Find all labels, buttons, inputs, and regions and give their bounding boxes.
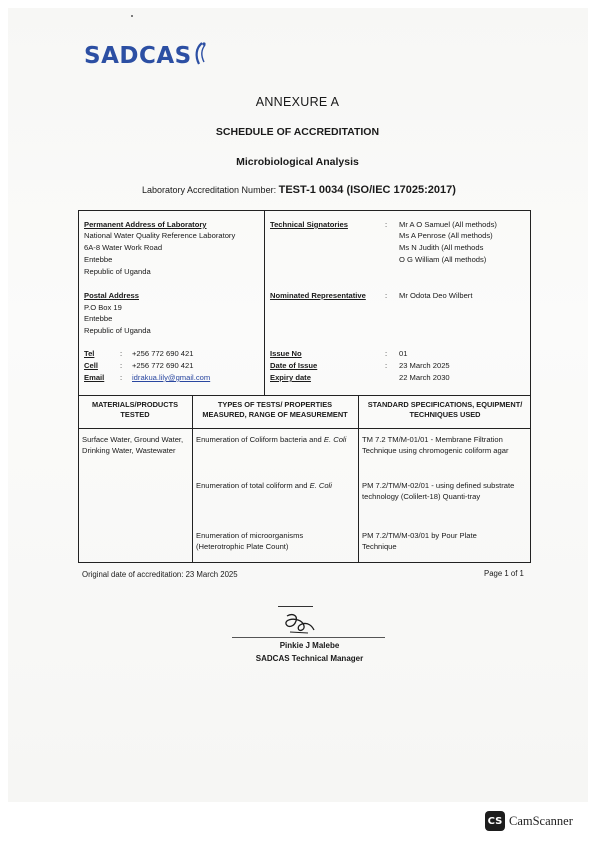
email-link[interactable]: idrakua.lily@gmail.com bbox=[132, 373, 211, 382]
signatories-sep: : bbox=[385, 220, 388, 229]
handwritten-signature bbox=[284, 612, 316, 636]
signatory-name: O G William (All methods) bbox=[399, 255, 487, 264]
test-text: Enumeration of microorganisms (Heterotrophic Plate Count) bbox=[196, 531, 304, 551]
expiry-date-value: 22 March 2030 bbox=[399, 373, 450, 382]
page-number: Page 1 of 1 bbox=[484, 569, 524, 578]
expiry-date-label: Expiry date bbox=[270, 373, 311, 382]
signatory-name: Ms N Judith (All methods bbox=[399, 243, 484, 252]
scan-speck bbox=[131, 15, 133, 17]
method-row-1: TM 7.2 TM/M-01/01 - Membrane Filtration Technique using chromogenic coliform agar bbox=[362, 435, 509, 455]
test-text: Enumeration of Coliform bacteria and bbox=[196, 435, 322, 444]
cell-value: +256 772 690 421 bbox=[132, 361, 194, 370]
signature-stroke bbox=[278, 606, 313, 607]
accreditation-label: Laboratory Accreditation Number: bbox=[142, 185, 277, 195]
divider-horizontal-top bbox=[78, 395, 531, 396]
method-row-2: PM 7.2/TM/M-02/01 - using defined substrate technology (Colilert-18) Quanti-tray bbox=[362, 481, 515, 501]
postal-line: P.O Box 19 bbox=[84, 303, 122, 312]
postal-line: Entebbe bbox=[84, 314, 113, 323]
issue-no-label: Issue No bbox=[270, 349, 302, 358]
divider-horizontal-header bbox=[78, 428, 531, 429]
divider-vertical-col1 bbox=[192, 395, 193, 563]
issue-no-sep: : bbox=[385, 349, 388, 358]
column-header-materials: MATERIALS/PRODUCTS TESTED bbox=[91, 400, 179, 419]
technical-signatories-title: Technical Signatories bbox=[270, 220, 348, 229]
nominated-representative-title: Nominated Representative bbox=[270, 291, 366, 300]
divider-vertical-col2 bbox=[358, 395, 359, 563]
tel-value: +256 772 690 421 bbox=[132, 349, 194, 358]
test-row-3 bbox=[196, 530, 336, 552]
field-title: Microbiological Analysis bbox=[236, 156, 359, 168]
address-line: National Water Quality Reference Laboratory bbox=[84, 231, 236, 240]
test-organism: E. Coli bbox=[323, 435, 347, 444]
camscanner-text: CamScanner bbox=[509, 813, 573, 828]
representative-sep: : bbox=[385, 291, 388, 300]
signature-line bbox=[232, 637, 385, 638]
cell-label: Cell bbox=[84, 361, 98, 370]
address-line: 6A-8 Water Work Road bbox=[84, 243, 163, 252]
accreditation-number: TEST-1 0034 (ISO/IEC 17025:2017) bbox=[278, 184, 456, 196]
test-row-1 bbox=[196, 434, 354, 445]
representative-name: Mr Odota Deo Wilbert bbox=[399, 291, 473, 300]
sadcas-logo bbox=[84, 42, 207, 68]
annexure-title: ANNEXURE A bbox=[255, 95, 340, 109]
date-of-issue-sep: : bbox=[385, 361, 388, 370]
date-of-issue-label: Date of Issue bbox=[270, 361, 318, 370]
postal-line: Republic of Uganda bbox=[84, 326, 151, 335]
logo-text: SADCAS bbox=[84, 43, 192, 69]
tel-label: Tel bbox=[84, 349, 95, 358]
test-organism: E. Coli bbox=[309, 481, 332, 490]
test-text: Enumeration of total coliform and bbox=[196, 481, 308, 490]
logo-swoosh-icon bbox=[193, 42, 207, 66]
signatory-name: Ms A Penrose (All methods) bbox=[399, 231, 493, 240]
test-row-2 bbox=[196, 480, 358, 491]
column-header-standards: STANDARD SPECIFICATIONS, EQUIPMENT/ TECHNIQUES USED bbox=[367, 400, 523, 419]
postal-address-title: Postal Address bbox=[84, 291, 140, 300]
accreditation-number-line bbox=[142, 184, 456, 196]
signatory-title: SADCAS Technical Manager bbox=[255, 654, 364, 663]
signatory-name: Mr A O Samuel (All methods) bbox=[399, 220, 497, 229]
signatory-full-name: Pinkie J Malebe bbox=[279, 641, 340, 650]
address-line: Entebbe bbox=[84, 255, 113, 264]
address-line: Republic of Uganda bbox=[84, 267, 151, 276]
date-of-issue-value: 23 March 2025 bbox=[399, 361, 450, 370]
tel-sep: : bbox=[120, 349, 123, 358]
email-sep: : bbox=[120, 373, 123, 382]
cell-sep: : bbox=[120, 361, 123, 370]
permanent-address-title: Permanent Address of Laboratory bbox=[84, 220, 207, 229]
issue-no-value: 01 bbox=[399, 349, 408, 358]
materials-tested: Surface Water, Ground Water, Drinking Water, Wastewater bbox=[82, 435, 184, 455]
column-header-tests: TYPES OF TESTS/ PROPERTIES MEASURED, RANGE OF MEASUREMENT bbox=[202, 400, 348, 419]
camscanner-icon: CS bbox=[485, 811, 505, 831]
email-label: Email bbox=[84, 373, 105, 382]
divider-vertical-top bbox=[264, 210, 265, 395]
method-row-3: PM 7.2/TM/M-03/01 by Pour Plate Technique bbox=[362, 531, 477, 551]
camscanner-watermark bbox=[485, 811, 573, 831]
schedule-title: SCHEDULE OF ACCREDITATION bbox=[215, 126, 380, 138]
original-accreditation-date: Original date of accreditation: 23 March 2025 bbox=[82, 570, 238, 579]
